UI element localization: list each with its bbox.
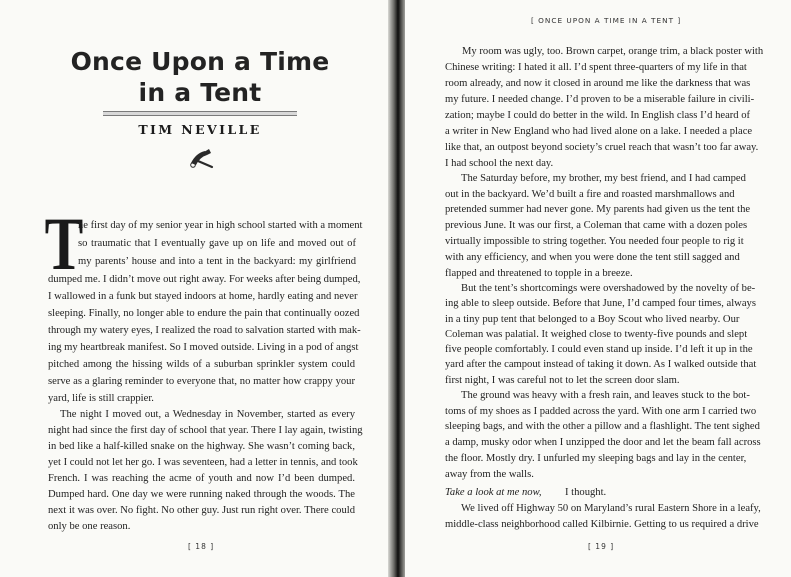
right-text-line: We lived off Highway 50 on Maryland’s rural Eastern Shore in a leafy,	[461, 503, 761, 514]
left-text-line: I wallowed in a funk but stayed indoors at home, hardly eating and never	[48, 291, 358, 302]
left-text-line: yet I could not let her go. I was seventeen, had a letter in tennis, and took	[48, 457, 358, 468]
left-page	[0, 0, 395, 577]
right-text-line: My room was ugly, too. Brown carpet, orange trim, a black poster with	[462, 46, 764, 57]
right-text-line: middle-class neighborhood called Kilbirnie. Getting to us required a drive	[445, 519, 759, 530]
right-text-line: in a tiny pup tent that belonged to a Boy Scout who lived nearby. Our	[445, 314, 740, 325]
left-text-line: so traumatic that I eventually gave up on life and moved out of	[78, 238, 356, 249]
right-text-line: the floor. Mostly dry. I unfurled my sleeping bags and lay in the center,	[445, 453, 747, 464]
right-text-line: away from the walls.	[445, 469, 534, 480]
right-text-line: out in the backyard. We’d built a fire and roasted marshmallows and	[445, 189, 735, 200]
hatchet-icon	[186, 146, 216, 170]
left-text-line: serve as a glaring reminder to everyone that, no matter how crappy your	[48, 376, 355, 387]
left-text-line: pitched among the hissing wilds of a suburban sprinkler system could	[48, 359, 355, 370]
right-text-line: The Saturday before, my brother, my best friend, and I had camped	[461, 173, 746, 184]
chapter-title-line-1: Once Upon a Time	[70, 47, 330, 76]
right-text-line: room already, and now it closed in around me like the darkness that was	[445, 78, 751, 89]
right-text-line: toms of my shoes as I padded across the yard. With one arm I carried two	[445, 406, 757, 417]
left-text-line: sleeping. Finally, no longer able to endure the pain that continually oozed	[48, 308, 360, 319]
left-text-line: Dumped hard. One day we were running naked through the woods. The	[48, 489, 355, 500]
right-text-line: yard after the campout instead of taking it down. As I walked outside that	[445, 359, 757, 370]
right-text-line: Take a look at me now,	[445, 487, 542, 498]
right-text-line: ing able to sleep outside. Before that June, I’d camped four times, always	[445, 298, 756, 309]
right-text-line: sleeping bags, and with the other a pillow and a flashlight. The tent sighed	[445, 421, 760, 432]
right-text-line: a damp, musky odor when I unzipped the door and let the beam fall across	[445, 437, 761, 448]
right-text-line: flapped and threatened to topple in a breeze.	[445, 268, 633, 279]
left-text-line: in bed like a half-killed snake on the highway. She wasn’t coming back,	[48, 441, 355, 452]
right-text-line: I thought.	[565, 487, 607, 498]
right-text-line: with any efficiency, and when you were done the tent still sagged and	[445, 252, 740, 263]
page-number-left: [ 18 ]	[188, 542, 215, 551]
author-name: TIM NEVILLE	[138, 122, 262, 137]
right-text-line: The ground was heavy with a fresh rain, and leaves stuck to the bot-	[461, 390, 750, 401]
left-text-line: The night I moved out, a Wednesday in November, started as every	[60, 409, 355, 420]
left-text-line: French. I was reaching the acme of youth and now I’d been dumped.	[48, 473, 355, 484]
left-text-line: only be one reason.	[48, 521, 131, 532]
page-number-right: [ 19 ]	[588, 542, 615, 551]
title-rule	[103, 111, 297, 116]
right-text-line: Coleman was palatial. It weighed close to twenty-five pounds and slept	[445, 329, 748, 340]
right-text-line: my future. I needed change. I’d proven to be a miserable failure in civili-	[445, 94, 755, 105]
right-text-line: previous June. It was our first, a Coleman that came with a dozen poles	[445, 220, 748, 231]
left-text-line: he first day of my senior year in high school started with a moment	[78, 220, 363, 231]
right-page	[405, 0, 791, 577]
right-text-line: pretended summer had never gone. My parents had given us the tent the	[445, 204, 751, 215]
left-text-line: yard, life is still crappier.	[48, 393, 154, 404]
right-text-line: But the tent’s shortcomings were overshadowed by the novelty of be-	[461, 283, 756, 294]
right-text-line: first night, I was careful not to let the screen door slam.	[445, 375, 680, 386]
left-text-line: my parents’ house and into a tent in the backyard: my girlfriend	[78, 256, 356, 267]
drop-cap	[44, 201, 84, 286]
right-text-line: I had school the next day.	[445, 158, 554, 169]
right-text-line: virtually impossible to string together. You needed four people to rig it	[445, 236, 744, 247]
right-text-line: Chinese writing: I hated it all. I’d spent three-quarters of my life in that	[445, 62, 747, 73]
left-text-line: dumped me. I didn’t move out right away. For weeks after being dumped,	[48, 274, 361, 285]
right-text-line: five people comfortably. I could even stand up inside. I’d left it up in the	[445, 344, 753, 355]
right-text-line: like that, an outpost beyond society’s cruel reach that wasn’t too far away.	[445, 142, 759, 153]
right-text-line: a writer in New England who had lived alone on a lake. I needed a place	[445, 126, 753, 137]
left-text-line: next it was over. No fight. No other guy. Just run right over. There could	[48, 505, 355, 516]
left-text-line: through my watery eyes, I realized the road to salvation started with mak-	[48, 325, 361, 336]
left-text-line: night had since the first day of school that year. There I lay again, twisting	[48, 425, 363, 436]
drop-cap-letter: T	[44, 201, 84, 286]
chapter-title-line-2: in a Tent	[138, 78, 262, 107]
left-text-line: ing my heartbreak manifest. So I moved outside. Living in a pod of angst	[48, 342, 359, 353]
right-text-line: zation; maybe I could do better in the wild. In English class I’d heard of	[445, 110, 751, 121]
running-header: [ ONCE UPON A TIME IN A TENT ]	[531, 16, 682, 25]
